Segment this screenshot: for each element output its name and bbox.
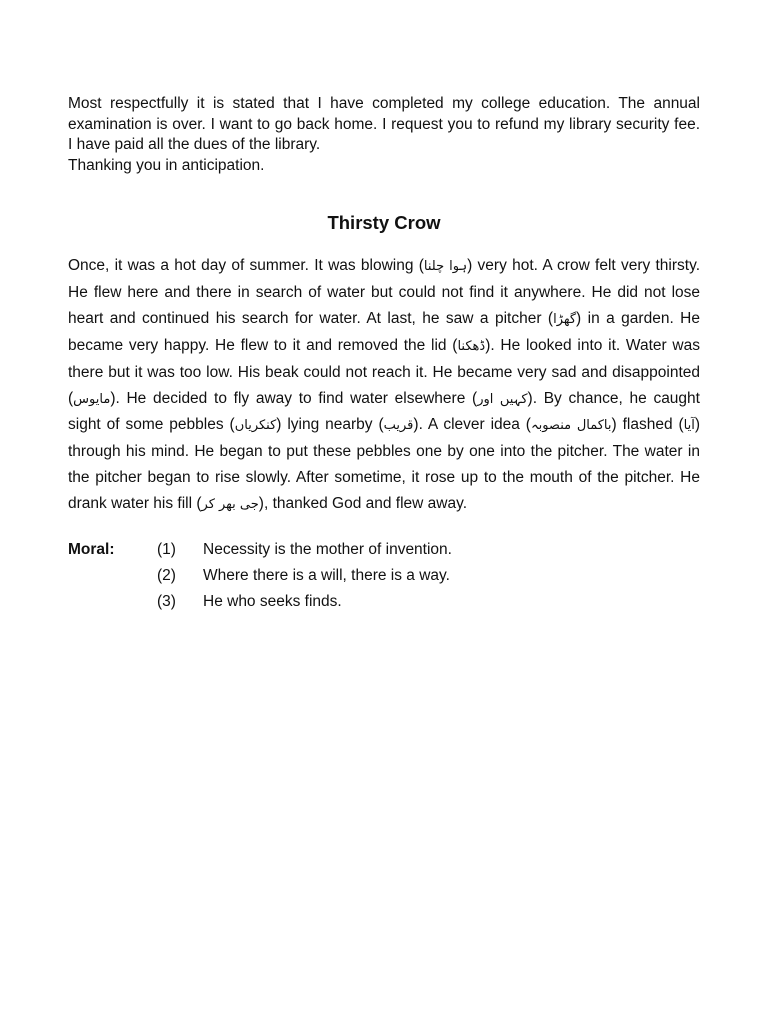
story-text: ). He decided to fly away to find water elsewhere ( [110, 389, 478, 407]
moral-item [68, 537, 700, 563]
story-text: ) lying nearby ( [276, 416, 384, 434]
story-title: Thirsty Crow [327, 212, 441, 233]
story-text: ) through his mind. He began to put these pebbles one by one into the pitcher. The water in the pitcher began to rise slowly. After sometime, it rose up to the mouth of the pitcher. He drank water his fill ( [68, 416, 701, 513]
moral-text: Where there is a will, there is a way. [203, 567, 450, 584]
story-text: ). A clever idea ( [413, 416, 531, 434]
moral-number: (1) [157, 541, 176, 558]
moral-item [68, 563, 700, 589]
story-text: ), thanked God and flew away. [258, 495, 468, 513]
urdu-gloss: مایوس [73, 391, 111, 407]
urdu-gloss: کہیں اور [477, 391, 528, 407]
story-paragraph [68, 253, 700, 518]
story-text: ) very hot. A crow felt very thirsty. He flew here and there in search of water but could not find it anywhere. He did not lose heart and continued his search for water. At last, he saw a pitcher ( [68, 257, 700, 327]
moral-label: Moral: [68, 541, 115, 558]
letter-closing: Thanking you in anticipation. [68, 156, 265, 174]
letter-paragraph: Most respectfully it is stated that I have completed my college education. The annual examination is over. I want to go back home. I request you to refund my library security fee. I have paid all the dues of the library. [68, 95, 700, 153]
story-text: ). By chance, he caught sight of some pebbles ( [68, 389, 700, 434]
urdu-gloss: ہوا چلنا [423, 259, 468, 274]
urdu-gloss: قریب [383, 418, 414, 434]
urdu-gloss: آیا [683, 418, 695, 434]
urdu-gloss: باکمال منصوبہ [530, 418, 612, 434]
story-text: ) flashed ( [611, 416, 684, 434]
urdu-gloss: گھڑا [553, 311, 577, 327]
moral-number: (3) [157, 593, 176, 610]
urdu-gloss: جی بھر کر [201, 497, 259, 513]
moral-text: He who seeks finds. [203, 593, 342, 610]
letter-body [68, 94, 700, 176]
moral-number: (2) [157, 567, 176, 584]
moral-spacer [68, 563, 157, 589]
story-text: ) in a garden. He became very happy. He flew to it and removed the lid ( [68, 309, 700, 354]
story-text: ). He looked into it. Water was there but it was too low. His beak could not reach it. He became very sad and disappointed ( [68, 336, 700, 407]
moral-text: Necessity is the mother of invention. [203, 541, 452, 558]
moral-section [68, 537, 700, 615]
urdu-gloss: کنکریاں [234, 418, 277, 434]
moral-spacer [68, 589, 157, 615]
story-text: Once, it was a hot day of summer. It was blowing ( [68, 257, 424, 274]
moral-item [68, 589, 700, 615]
urdu-gloss: ڈھکنا [457, 338, 486, 354]
